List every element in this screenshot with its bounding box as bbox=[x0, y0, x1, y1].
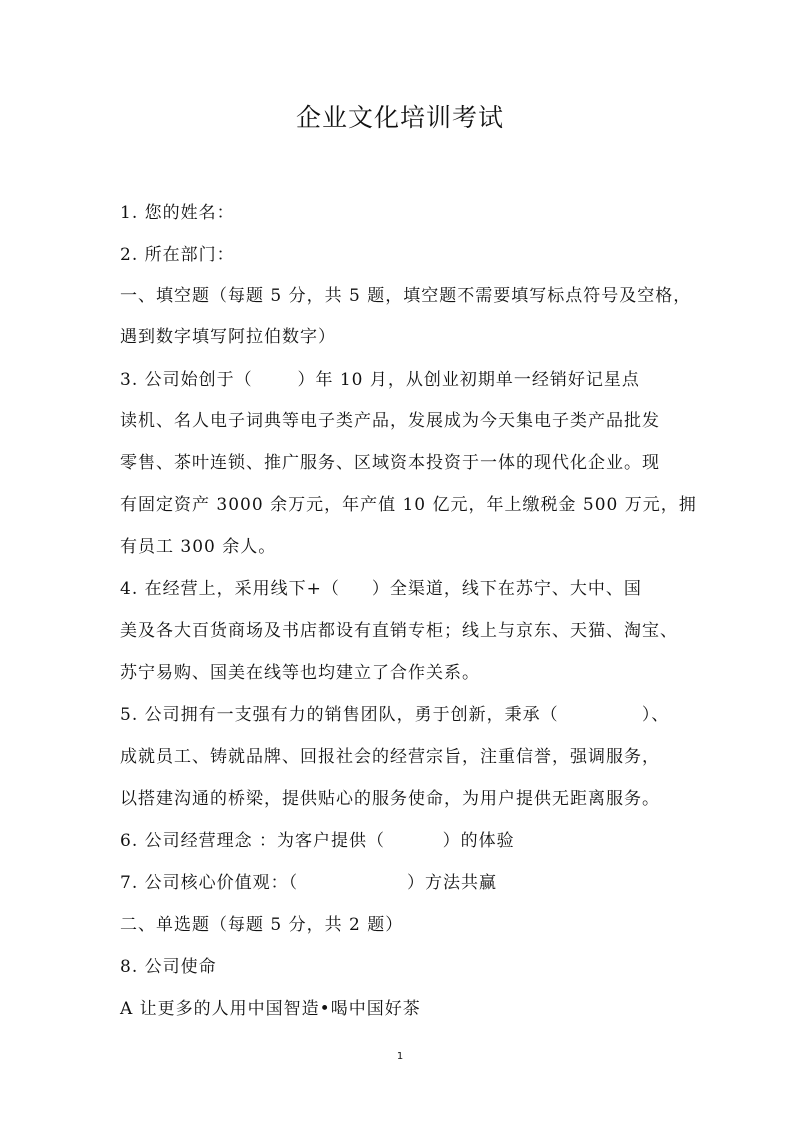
question-3-line-3: 零售、茶叶连锁、推广服务、区域资本投资于一体的现代化企业。现 bbox=[120, 453, 660, 473]
question-1-name: 1. 您的姓名： bbox=[120, 203, 235, 223]
question-5-line-1: 5. 公司拥有一支强有力的销售团队，勇于创新，秉承（ ）、 bbox=[120, 705, 670, 725]
section-fill-in-heading-cont: 遇到数字填写阿拉伯数字） bbox=[120, 327, 336, 347]
question-6: 6. 公司经营理念 ：为客户提供（ ）的体验 bbox=[120, 831, 515, 851]
question-7: 7. 公司核心价值观：（ ）方法共赢 bbox=[120, 873, 497, 893]
question-5-line-3: 以搭建沟通的桥梁，提供贴心的服务使命，为用户提供无距离服务。 bbox=[120, 789, 660, 809]
question-4-line-3: 苏宁易购、国美在线等也均建立了合作关系。 bbox=[120, 663, 480, 683]
question-2-department: 2. 所在部门： bbox=[120, 245, 235, 265]
exam-title: 企业文化培训考试 bbox=[295, 103, 504, 132]
section-single-choice-heading: 二、单选题（每题 5 分，共 2 题） bbox=[120, 915, 404, 935]
question-5-line-2: 成就员工、铸就品牌、回报社会的经营宗旨，注重信誉，强调服务， bbox=[120, 747, 660, 767]
question-3-line-5: 有员工 300 余人。 bbox=[120, 537, 277, 557]
question-8: 8. 公司使命 bbox=[120, 957, 217, 977]
page-number: 1 bbox=[396, 1051, 404, 1062]
question-3-line-4: 有固定资产 3000 余万元，年产值 10 亿元，年上缴税金 500 万元，拥 bbox=[120, 495, 697, 515]
question-3-line-1: 3. 公司始创于（ ）年 10 月，从创业初期单一经销好记星点 bbox=[120, 370, 640, 390]
question-3-line-2: 读机、名人电子词典等电子类产品，发展成为今天集电子类产品批发 bbox=[120, 411, 660, 431]
question-4-line-2: 美及各大百货商场及书店都设有直销专柜；线上与京东、天猫、淘宝、 bbox=[120, 621, 678, 641]
section-fill-in-heading: 一、填空题（每题 5 分，共 5 题，填空题不需要填写标点符号及空格， bbox=[120, 286, 692, 306]
question-8-option-a: A 让更多的人用中国智造•喝中国好茶 bbox=[120, 999, 421, 1019]
question-4-line-1: 4. 在经营上，采用线下+（ ）全渠道，线下在苏宁、大中、国 bbox=[120, 579, 642, 599]
